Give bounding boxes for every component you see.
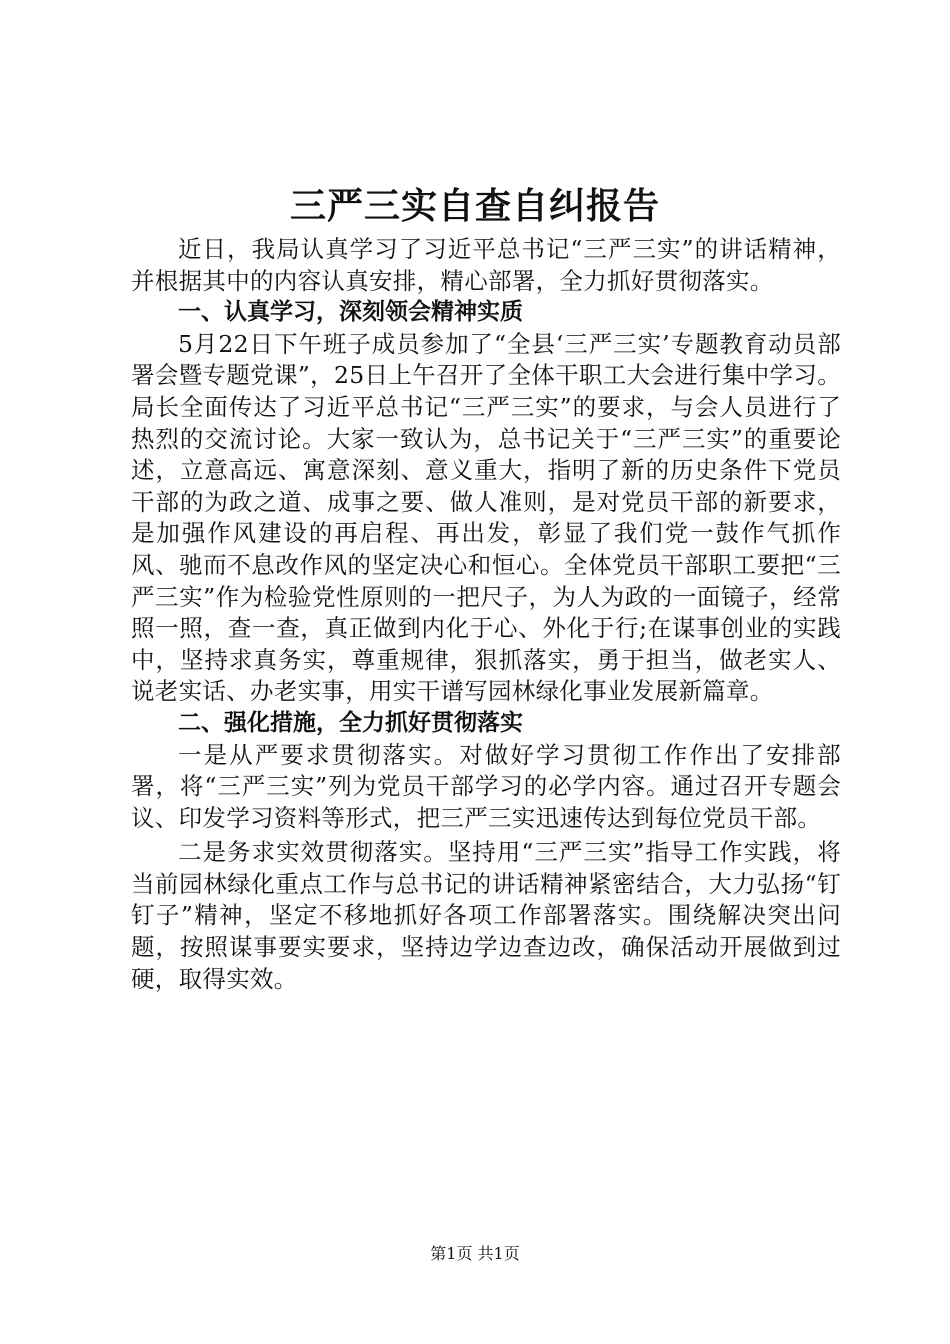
page-footer: 第1页 共1页 <box>430 1244 520 1263</box>
section-1-heading: 一、认真学习，深刻领会精神实质 <box>178 299 523 326</box>
section-2-paragraph-2: 二是务求实效贯彻落实。坚持用“三严三实”指导工作实践，将当前园林绿化重点工作与总书记的讲话精神紧密结合，大力弘扬“钉钉子”精神，坚定不移地抓好各项工作部署落实。围绕解决突出问题，按照谋事要实要求，坚持边学边查边改，确保活动开展做到过硬，取得实效。 <box>131 838 841 993</box>
section-2-paragraph-1: 一是从严要求贯彻落实。对做好学习贯彻工作作出了安排部署，将“三严三实”列为党员干部学习的必学内容。通过召开专题会议、印发学习资料等形式，把三严三实迅速传达到每位党员干部。 <box>131 740 841 832</box>
section-1-paragraph: 5月22日下午班子成员参加了“全县‘三严三实’专题教育动员部署会暨专题党课”，25日上午召开了全体干职工大会进行集中学习。局长全面传达了习近平总书记“三严三实”的要求，与会人员进行了热烈的交流讨论。大家一致认为，总书记关于“三严三实”的重要论述，立意高远、寓意深刻、意义重大，指明了新的历史条件下党员干部的为政之道、成事之要、做人准则，是对党员干部的新要求，是加强作风建设的再启程、再出发，彰显了我们党一鼓作气抓作风、驰而不息改作风的坚定决心和恒心。全体党员干部职工要把“三严三实”作为检验党性原则的一把尺子，为人为政的一面镜子，经常照一照，查一查，真正做到内化于心、外化于行;在谋事创业的实践中，坚持求真务实，尊重规律，狠抓落实，勇于担当，做老实人、说老实话、办老实事，用实干谱写园林绿化事业发展新篇章。 <box>131 329 841 706</box>
document-body <box>131 234 841 995</box>
section-2-heading: 二、强化措施，全力抓好贯彻落实 <box>178 709 523 736</box>
document-title: 三严三实自查自纠报告 <box>289 186 660 227</box>
intro-paragraph: 近日，我局认真学习了习近平总书记“三严三实”的讲话精神，并根据其中的内容认真安排，精心部署，全力抓好贯彻落实。 <box>131 235 841 295</box>
